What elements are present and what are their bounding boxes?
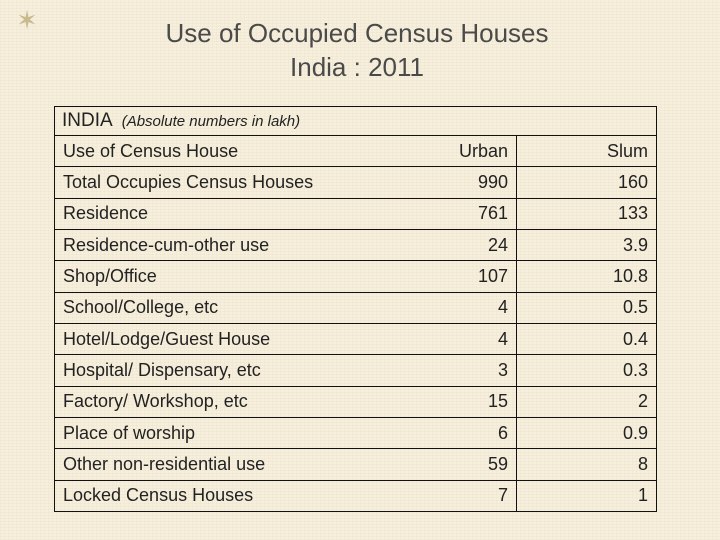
column-header-row xyxy=(55,136,657,167)
slum-value: 2 xyxy=(517,386,657,417)
table-row xyxy=(55,355,657,386)
title-line-2: India : 2011 xyxy=(290,52,424,82)
table-header-row xyxy=(55,107,657,136)
column-header-slum: Slum xyxy=(517,136,657,167)
star-ornament-icon: ✶ xyxy=(16,6,38,36)
table-row xyxy=(55,292,657,323)
table-row xyxy=(55,229,657,260)
table-row xyxy=(55,417,657,448)
region-label: INDIA xyxy=(62,110,113,131)
slum-value: 0.3 xyxy=(517,355,657,386)
table-row xyxy=(55,167,657,198)
row-label: School/College, etc xyxy=(55,292,389,323)
table-row xyxy=(55,449,657,480)
urban-value: 761 xyxy=(389,198,517,229)
slum-value: 3.9 xyxy=(517,229,657,260)
slum-value: 10.8 xyxy=(517,261,657,292)
column-header-urban: Urban xyxy=(389,136,517,167)
slum-value: 8 xyxy=(517,449,657,480)
urban-value: 4 xyxy=(389,323,517,354)
slum-value: 133 xyxy=(517,198,657,229)
title-line-1: Use of Occupied Census Houses xyxy=(165,18,549,48)
slide-title xyxy=(0,16,714,84)
urban-value: 15 xyxy=(389,386,517,417)
table-row xyxy=(55,261,657,292)
table-row xyxy=(55,480,657,511)
row-label: Hospital/ Dispensary, etc xyxy=(55,355,389,386)
row-label: Factory/ Workshop, etc xyxy=(55,386,389,417)
slum-value: 0.5 xyxy=(517,292,657,323)
row-label: Shop/Office xyxy=(55,261,389,292)
row-label: Place of worship xyxy=(55,417,389,448)
row-label: Other non-residential use xyxy=(55,449,389,480)
row-label: Hotel/Lodge/Guest House xyxy=(55,323,389,354)
urban-value: 7 xyxy=(389,480,517,511)
urban-value: 6 xyxy=(389,417,517,448)
table-row xyxy=(55,386,657,417)
urban-value: 59 xyxy=(389,449,517,480)
urban-value: 4 xyxy=(389,292,517,323)
slum-value: 160 xyxy=(517,167,657,198)
slum-value: 1 xyxy=(517,480,657,511)
urban-value: 3 xyxy=(389,355,517,386)
row-label: Residence-cum-other use xyxy=(55,229,389,260)
table-row xyxy=(55,198,657,229)
row-label: Locked Census Houses xyxy=(55,480,389,511)
urban-value: 24 xyxy=(389,229,517,260)
units-note: (Absolute numbers in lakh) xyxy=(121,113,301,130)
column-header-use: Use of Census House xyxy=(55,136,389,167)
urban-value: 107 xyxy=(389,261,517,292)
slum-value: 0.9 xyxy=(517,417,657,448)
census-table xyxy=(54,106,657,512)
row-label: Residence xyxy=(55,198,389,229)
slum-value: 0.4 xyxy=(517,323,657,354)
urban-value: 990 xyxy=(389,167,517,198)
row-label: Total Occupies Census Houses xyxy=(55,167,389,198)
table-row xyxy=(55,323,657,354)
